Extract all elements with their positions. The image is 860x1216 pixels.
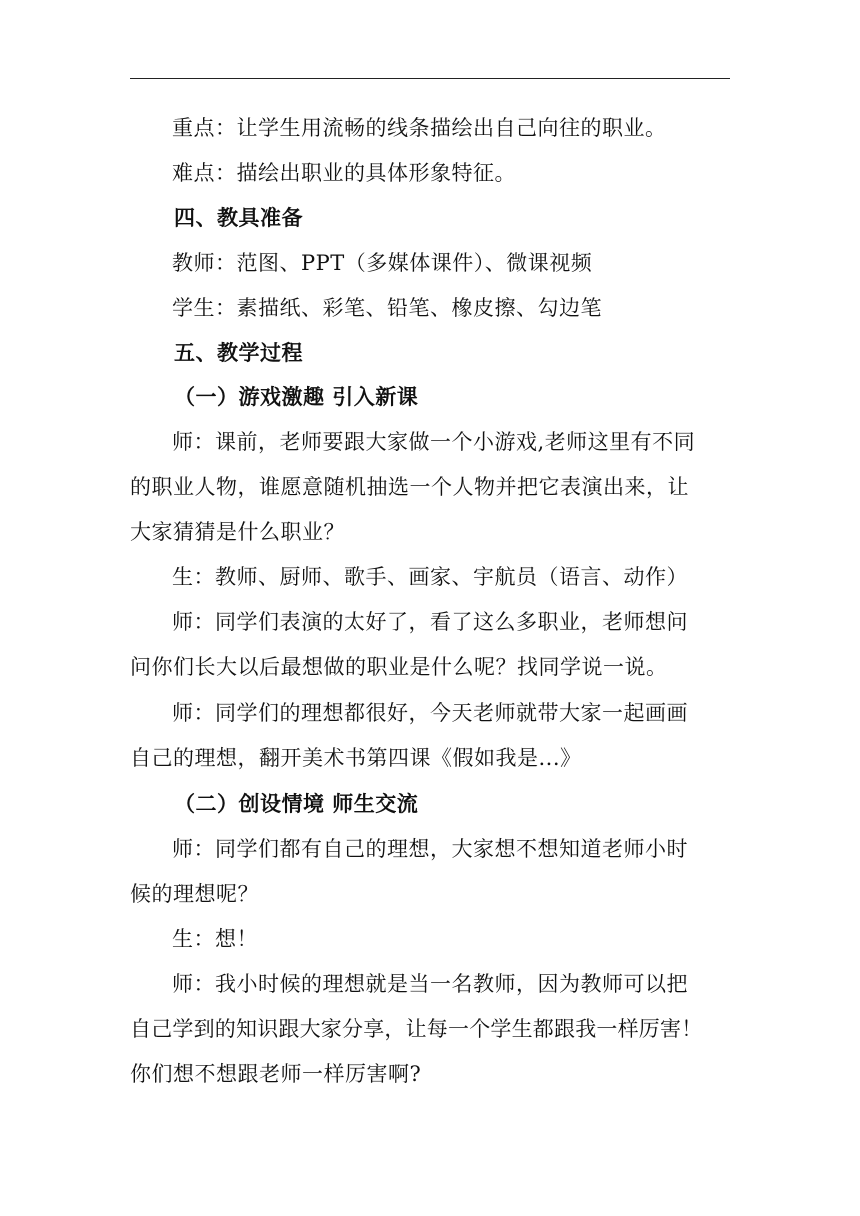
paragraph-line: 师：课前，老师要跟大家做一个小游戏,老师这里有不同 <box>172 430 696 454</box>
paragraph-line: 的职业人物，谁愿意随机抽选一个人物并把它表演出来，让 <box>130 475 689 499</box>
header-rule <box>130 78 730 79</box>
paragraph-line: 你们想不想跟老师一样厉害啊? <box>130 1062 422 1086</box>
paragraph-line: 师：我小时候的理想就是当一名教师，因为教师可以把 <box>172 972 688 996</box>
text-line-student-materials: 学生：素描纸、彩笔、铅笔、橡皮擦、勾边笔 <box>172 296 602 320</box>
text-line-key-point: 重点：让学生用流畅的线条描绘出自己向往的职业。 <box>172 116 667 140</box>
paragraph-line: 自己学到的知识跟大家分享，让每一个学生都跟我一样厉害！ <box>130 1017 703 1041</box>
text-line-difficulty: 难点：描绘出职业的具体形象特征。 <box>172 161 516 185</box>
paragraph-line: 生：教师、厨师、歌手、画家、宇航员（语言、动作） <box>172 565 688 589</box>
section-heading-materials: 四、教具准备 <box>174 206 303 230</box>
subsection-heading-game: （一）游戏激趣 引入新课 <box>174 385 419 409</box>
subsection-heading-scenario: （二）创设情境 师生交流 <box>174 792 419 816</box>
paragraph-line: 师：同学们的理想都很好，今天老师就带大家一起画画 <box>172 701 688 725</box>
paragraph-line: 问你们长大以后最想做的职业是什么呢？找同学说一说。 <box>130 655 668 679</box>
paragraph-line: 师：同学们都有自己的理想，大家想不想知道老师小时 <box>172 837 688 861</box>
paragraph-line: 自己的理想，翻开美术书第四课《假如我是...》 <box>130 746 582 770</box>
paragraph-line: 生：想！ <box>172 927 258 951</box>
section-heading-process: 五、教学过程 <box>174 341 303 365</box>
paragraph-line: 师：同学们表演的太好了，看了这么多职业，老师想问 <box>172 610 688 634</box>
text-line-teacher-materials: 教师：范图、PPT（多媒体课件）、微课视频 <box>172 251 593 275</box>
paragraph-line: 候的理想呢？ <box>130 882 259 906</box>
paragraph-line: 大家猜猜是什么职业？ <box>130 520 345 544</box>
